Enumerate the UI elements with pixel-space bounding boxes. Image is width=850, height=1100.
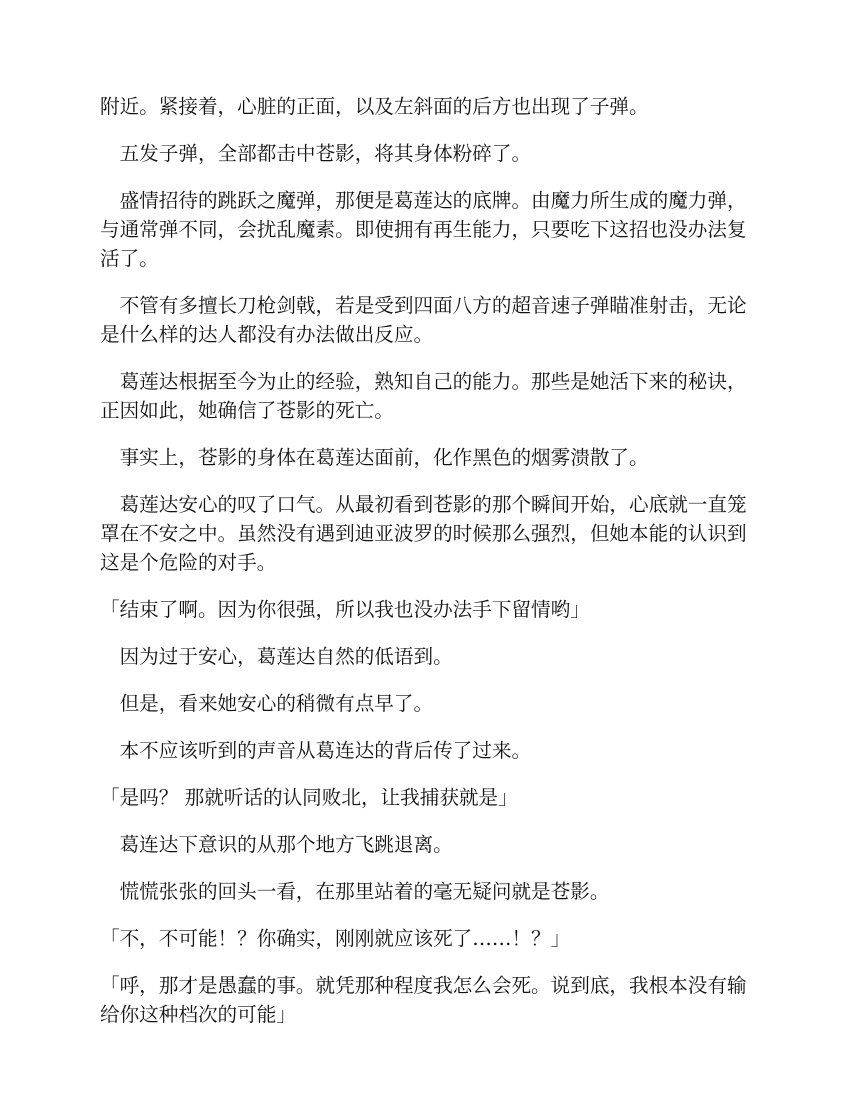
dialogue-line-2: 「是吗？ 那就听话的认同败北，让我捕获就是」 xyxy=(100,786,518,809)
document-page xyxy=(100,92,750,1047)
paragraph-11: 本不应该听到的声音从葛连达的背后传了过来。 xyxy=(119,739,532,762)
paragraph-2: 五发子弹，全部都击中苍影，将其身体粉碎了。 xyxy=(119,142,532,165)
paragraph-7: 葛莲达安心的叹了口气。从最初看到苍影的那个瞬间开始，心底就一直笼罩在不安之中。虽然没有遇到迪亚波罗的时候那么强烈，但她本能的认识到这是个危险的对手。 xyxy=(100,493,747,574)
paragraph-14: 慌慌张张的回头一看，在那里站着的毫无疑问就是苍影。 xyxy=(119,880,610,903)
dialogue-line-1: 「结束了啊。因为你很强，所以我也没办法手下留情哟」 xyxy=(100,598,590,621)
paragraph-6: 事实上，苍影的身体在葛莲达面前，化作黑色的烟雾溃散了。 xyxy=(119,446,649,469)
paragraph-1: 附近。紧接着，心脏的正面，以及左斜面的后方也出现了子弹。 xyxy=(100,95,649,118)
paragraph-3: 盛情招待的跳跃之魔弹，那便是葛莲达的底牌。由魔力所生成的魔力弹，与通常弹不同，会扰乱魔素。即使拥有再生能力，只要吃下这招也没办法复活了。 xyxy=(100,189,747,270)
paragraph-10: 但是，看来她安心的稍微有点早了。 xyxy=(119,692,434,715)
paragraph-4: 不管有多擅长刀枪剑戟，若是受到四面八方的超音速子弹瞄准射击，无论是什么样的达人都没有办法做出反应。 xyxy=(100,294,747,346)
paragraph-5: 葛莲达根据至今为止的经验，熟知自己的能力。那些是她活下来的秘诀，正因如此，她确信了苍影的死亡。 xyxy=(100,370,747,422)
paragraph-9: 因为过于安心，葛莲达自然的低语到。 xyxy=(119,645,453,668)
paragraph-13: 葛连达下意识的从那个地方飞跳退离。 xyxy=(119,833,453,856)
dialogue-line-4: 「呼，那才是愚蠢的事。就凭那种程度我怎么会死。说到底，我根本没有输给你这种档次的可能」 xyxy=(100,974,747,1026)
dialogue-line-3: 「不，不可能！？你确实，刚刚就应该死了……！？」 xyxy=(100,927,571,950)
